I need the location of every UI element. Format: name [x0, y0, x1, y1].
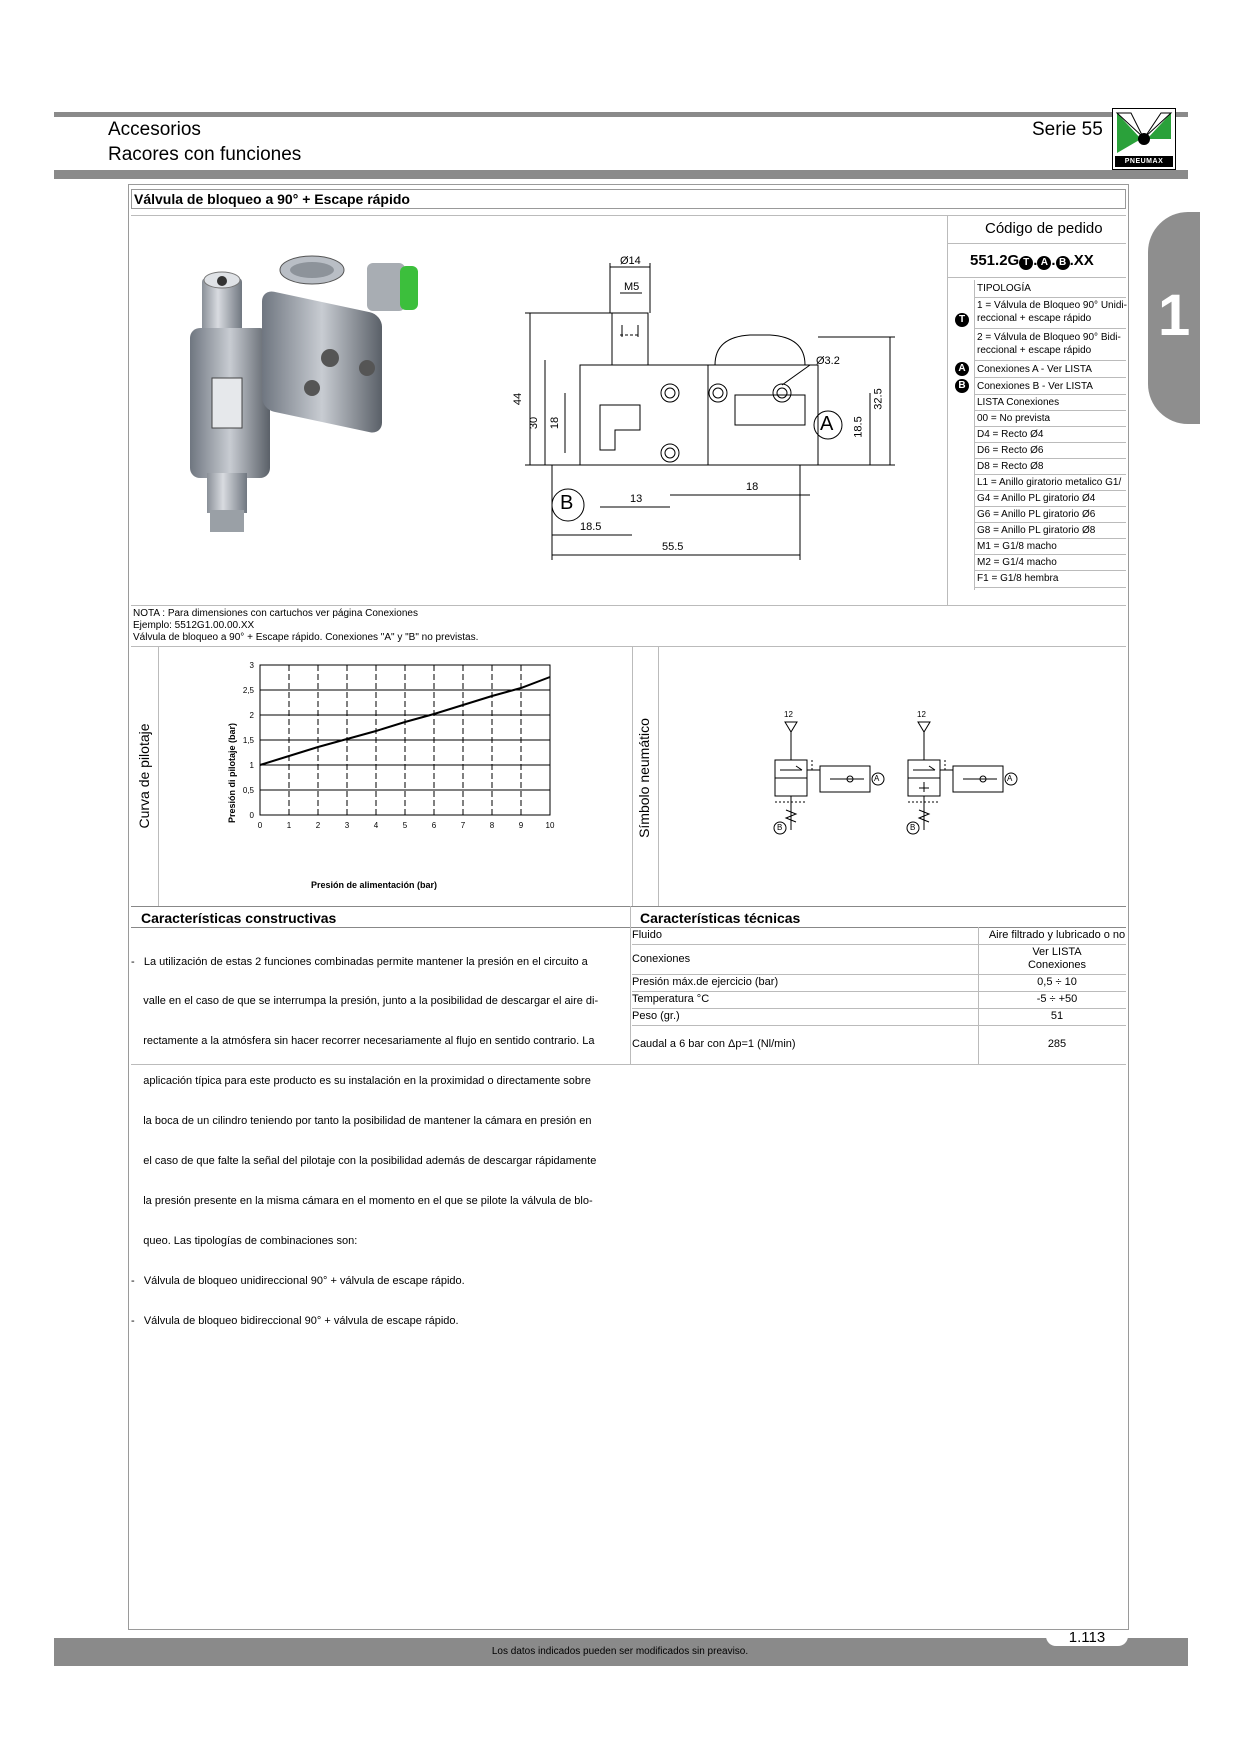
product-photo	[162, 248, 462, 538]
lista-rule	[974, 474, 1126, 475]
header-bottom-rule	[54, 170, 1188, 179]
lista-rule	[974, 490, 1126, 491]
drawing-top-rule	[131, 215, 1126, 216]
order-code-title: Código de pedido	[985, 220, 1103, 237]
tipologia-2b: reccional + escape rápido	[977, 345, 1092, 356]
x-tick-label: 9	[518, 821, 524, 830]
lista-rule	[974, 506, 1126, 507]
symbol-port-b: B	[777, 823, 783, 832]
symbol-label: Símbolo neumático	[636, 718, 652, 838]
tecnicas-label: Presión máx.de ejercicio (bar)	[632, 976, 779, 988]
tipologia-rule-2	[974, 328, 1126, 329]
order-code: 551.2G T . A . B .XX	[970, 252, 1094, 269]
lista-item: 00 = No prevista	[977, 413, 1051, 424]
y-tick-label: 0	[249, 811, 254, 820]
dim-d32: Ø3.2	[816, 355, 840, 367]
conn-a-rule	[974, 377, 1126, 378]
tecnicas-value-2: Conexiones	[1027, 959, 1087, 971]
lista-rule	[974, 442, 1126, 443]
y-tick-label: 1	[249, 761, 254, 770]
tecnicas-value: 285	[1047, 1038, 1067, 1050]
x-tick-label: 10	[545, 821, 555, 830]
conn-a-text: Conexiones A - Ver LISTA	[977, 364, 1092, 375]
lista-rule	[974, 458, 1126, 459]
dim-18-horizontal: 18	[746, 481, 759, 493]
x-tick-label: 1	[286, 821, 292, 830]
constructivas-line: la presión presente en la misma cámara en el momento en el que se pilote la válvula de blo-	[131, 1194, 593, 1207]
lista-rule	[974, 410, 1126, 411]
tecnicas-row	[632, 946, 1133, 974]
chart-ylabel: Presión di pilotaje (bar)	[227, 723, 237, 824]
tecnicas-row	[632, 929, 1133, 944]
tecnicas-value: -5 ÷ +50	[1036, 993, 1078, 1005]
tipologia-1a: 1 = Válvula de Bloqueo 90° Unidi-	[977, 300, 1127, 311]
characteristics-top-rule	[131, 906, 1126, 907]
conn-a-bullet-icon: A	[955, 362, 969, 376]
constructivas-text	[131, 929, 627, 1341]
constructivas-line: rectamente a la atmósfera sin hacer recorrer necesariamente al flujo en sentido contrario. La	[131, 1035, 595, 1048]
lista-item: LISTA Conexiones	[977, 397, 1060, 408]
characteristics-title-rule	[131, 927, 1126, 928]
tecnicas-value: 51	[1050, 1010, 1064, 1022]
symbol-port-12: 12	[784, 710, 793, 719]
top-rule	[54, 112, 1188, 117]
tipologia-1b: reccional + escape rápido	[977, 313, 1092, 324]
x-tick-label: 7	[460, 821, 466, 830]
constructivas-line: - Válvula de bloqueo unidireccional 90° + válvula de escape rápido.	[131, 1274, 465, 1287]
x-tick-label: 4	[373, 821, 379, 830]
constructivas-line: aplicación típica para este producto es su instalación en la proximidad o directamente sobre	[131, 1075, 591, 1088]
tecnicas-value: 0,5 ÷ 10	[1037, 976, 1077, 988]
curve-label-rule	[158, 646, 159, 906]
chapter-tab-number: 1	[1158, 283, 1191, 348]
pilot-curve-chart	[200, 655, 640, 905]
symbol-port-b: B	[910, 823, 916, 832]
x-tick-label: 8	[489, 821, 495, 830]
tipologia-label: TIPOLOGÍA	[977, 283, 1031, 294]
tecnicas-label: Caudal a 6 bar con Δp=1 (Nl/min)	[632, 1038, 796, 1050]
tecnicas-rule	[632, 944, 1126, 945]
tecnicas-label: Temperatura °C	[632, 993, 710, 1005]
x-tick-label: 2	[315, 821, 321, 830]
dim-m5: M5	[624, 281, 640, 293]
port-a-label: A	[820, 413, 834, 435]
dim-18-5-horizontal: 18.5	[580, 521, 602, 533]
note-line-3: Válvula de bloqueo a 90° + Escape rápido. Conexiones "A" y "B" no previstas.	[133, 632, 479, 643]
symbol-port-a: A	[1007, 774, 1013, 783]
lista-rule	[974, 587, 1126, 588]
bullet-t-icon: T	[1019, 256, 1033, 270]
footer-notice: Los datos indicados pueden ser modificados sin preaviso.	[491, 1646, 749, 1657]
symbol-left-rule	[632, 646, 633, 906]
y-tick-label: 2,5	[242, 686, 254, 695]
bullet-a-icon: A	[1037, 256, 1051, 270]
tipologia-bullet-t-icon: T	[955, 313, 969, 327]
lista-item: M1 = G1/8 macho	[977, 541, 1057, 552]
tecnicas-label: Peso (gr.)	[632, 1010, 680, 1022]
order-code-suffix: .XX	[1069, 252, 1094, 269]
page-number: 1.113	[1068, 1629, 1106, 1646]
bullet-b-icon: B	[1056, 256, 1070, 270]
symbol-label-rule	[658, 646, 659, 906]
y-tick-label: 0,5	[242, 786, 254, 795]
x-tick-label: 5	[402, 821, 408, 830]
lista-item: L1 = Anillo giratorio metalico G1/	[977, 477, 1122, 488]
curve-label: Curva de pilotaje	[136, 723, 152, 829]
x-tick-label: 0	[257, 821, 263, 830]
conn-b-bullet-icon: B	[955, 379, 969, 393]
order-code-rule	[947, 277, 1126, 278]
lista-rule	[974, 538, 1126, 539]
tecnicas-rule	[632, 1025, 1126, 1026]
order-code-prefix: 551.2G	[970, 252, 1020, 269]
lista-item: G6 = Anillo PL giratorio Ø6	[977, 509, 1096, 520]
conn-b-rule	[974, 394, 1126, 395]
tecnicas-label: Conexiones	[632, 953, 691, 965]
note-line-1: NOTA : Para dimensiones con cartuchos ver página Conexiones	[133, 608, 418, 619]
tipologia-2a: 2 = Válvula de Bloqueo 90° Bidi-	[977, 332, 1121, 343]
dimension-drawing	[512, 245, 920, 565]
x-tick-label: 3	[344, 821, 350, 830]
note-top-rule	[131, 605, 1126, 606]
lista-item: D6 = Recto Ø6	[977, 445, 1044, 456]
lista-item: G8 = Anillo PL giratorio Ø8	[977, 525, 1096, 536]
tecnicas-row	[632, 976, 1133, 991]
header-category: Accesorios	[108, 119, 201, 140]
tecnicas-rule	[632, 974, 1126, 975]
constructivas-title: Características constructivas	[141, 910, 337, 926]
conn-b-text: Conexiones B - Ver LISTA	[977, 381, 1093, 392]
tipologia-rule-3	[974, 360, 1126, 361]
dim-55-5: 55.5	[662, 541, 684, 553]
order-code-left-rule	[947, 215, 948, 605]
lista-item: F1 = G1/8 hembra	[977, 573, 1059, 584]
constructivas-line: - Válvula de bloqueo bidireccional 90° + válvula de escape rápido.	[131, 1314, 459, 1327]
constructivas-line: el caso de que falte la señal del pilotaje con la posibilidad además de descargar rápidamente	[131, 1155, 597, 1168]
tecnicas-row	[632, 1038, 1133, 1053]
lista-item: D8 = Recto Ø8	[977, 461, 1044, 472]
tecnicas-bottom-rule	[131, 1064, 1126, 1065]
chart-xlabel: Presión de alimentación (bar)	[311, 880, 438, 890]
tecnicas-rule	[632, 1008, 1126, 1009]
dim-18-vertical: 18	[549, 416, 562, 430]
lista-item: G4 = Anillo PL giratorio Ø4	[977, 493, 1096, 504]
dim-18-5-vertical: 18.5	[852, 416, 865, 438]
tecnicas-title: Características técnicas	[640, 910, 801, 926]
lista-item: M2 = G1/4 macho	[977, 557, 1057, 568]
y-tick-label: 2	[249, 711, 254, 720]
tecnicas-value: Ver LISTA	[1032, 946, 1082, 958]
pneumatic-symbol-bidirectional	[893, 710, 1023, 840]
symbol-port-12: 12	[917, 710, 926, 719]
pneumatic-symbol-unidirectional	[760, 710, 890, 840]
tecnicas-label: Fluido	[632, 929, 662, 941]
constructivas-line: la boca de un cilindro teniendo por tanto la posibilidad de mantener la cámara en presión en	[131, 1115, 592, 1128]
dim-13: 13	[630, 493, 643, 505]
dim-d14: Ø14	[620, 255, 641, 267]
pneumax-logo	[1112, 108, 1176, 170]
order-code-title-rule	[947, 243, 1126, 244]
constructivas-line: - La utilización de estas 2 funciones combinadas permite mantener la presión en el circuito a	[131, 955, 588, 968]
dim-32-5: 32.5	[872, 388, 885, 410]
symbol-port-a: A	[874, 774, 880, 783]
x-tick-label: 6	[431, 821, 437, 830]
constructivas-line: valle en el caso de que se interrumpa la presión, junto a la posibilidad de descargar el aire di-	[131, 995, 599, 1008]
constructivas-line: queo. Las tipologías de combinaciones son:	[131, 1234, 358, 1247]
y-tick-label: 1,5	[242, 736, 254, 745]
tecnicas-row	[632, 993, 1133, 1008]
dim-44: 44	[512, 392, 525, 406]
tipologia-rule-1	[974, 297, 1126, 298]
tecnicas-row	[632, 1010, 1133, 1025]
lista-rule	[974, 426, 1126, 427]
section-title: Válvula de bloqueo a 90° + Escape rápido	[134, 191, 410, 207]
tipologia-left-rule	[974, 280, 975, 590]
tecnicas-left-rule	[630, 906, 631, 1064]
note-line-2: Ejemplo: 5512G1.00.00.XX	[133, 620, 255, 631]
note-bottom-rule	[131, 646, 1126, 647]
logo-text: PNEUMAX	[1124, 158, 1164, 165]
lista-item: D4 = Recto Ø4	[977, 429, 1044, 440]
header-subcategory: Racores con funciones	[108, 144, 302, 165]
lista-rule	[974, 554, 1126, 555]
tecnicas-value: Aire filtrado y lubricado o no	[988, 929, 1126, 941]
dim-30: 30	[528, 416, 541, 430]
lista-rule	[974, 570, 1126, 571]
tecnicas-rule	[632, 991, 1126, 992]
lista-rule	[974, 522, 1126, 523]
port-b-label: B	[560, 492, 574, 514]
y-tick-label: 3	[249, 661, 254, 670]
header-series: Serie 55	[1032, 119, 1103, 140]
